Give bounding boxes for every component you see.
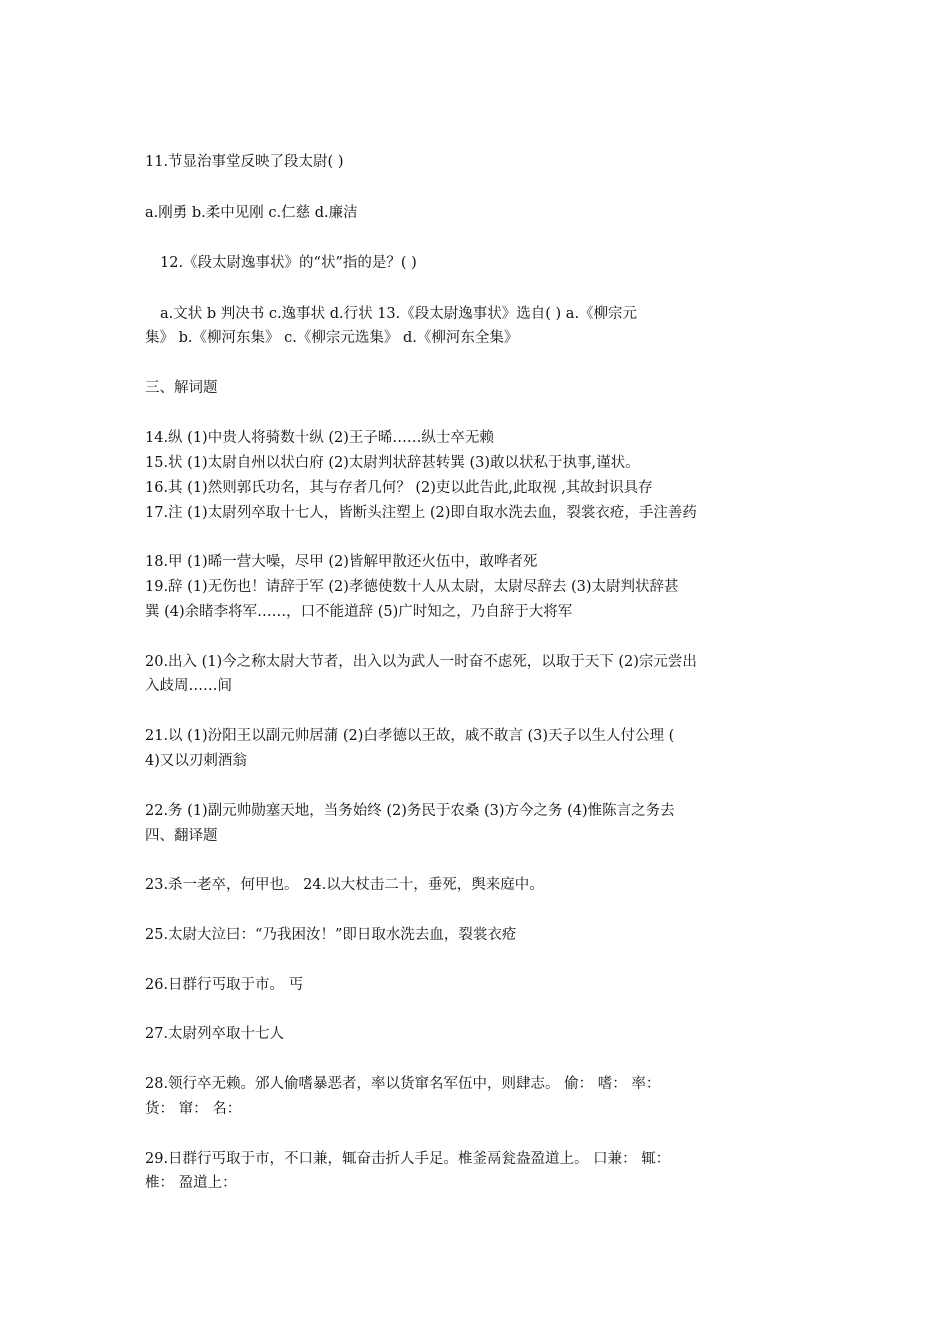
question-21-line-2: 4)又以刃刺酒翁 xyxy=(145,753,247,769)
question-23-24: 23.杀一老卒，何甲也。 24.以大杖击二十，垂死，舆来庭中。 xyxy=(145,877,544,893)
question-22: 22.务 (1)副元帅勋塞天地，当务始终 (2)务民于农桑 (3)方今之务 (4)惟陈言之务去 xyxy=(145,803,675,819)
question-25: 25.太尉大泣曰：“乃我困汝！”即日取水洗去血，裂裳衣疮 xyxy=(145,927,517,943)
question-20-line-1: 20.出入 (1)今之称太尉大节者，出入以为武人一时奋不虑死，以取于天下 (2)宗元尝出 xyxy=(145,654,697,670)
question-11: 11.节显治事堂反映了段太尉( ) xyxy=(145,154,344,170)
question-19-line-1: 19.辞 (1)无伤也！请辞于军 (2)孝德使数十人从太尉，太尉尽辞去 (3)太尉判状辞甚 xyxy=(145,579,679,595)
question-15: 15.状 (1)太尉自州以状白府 (2)太尉判状辞甚转巽 (3)敢以状私于执事,谨状。 xyxy=(145,455,640,471)
question-18: 18.甲 (1)晞一营大噪，尽甲 (2)皆解甲散还火伍中，敢哗者死 xyxy=(145,554,538,570)
section-heading-4: 四、翻译题 xyxy=(145,828,218,844)
question-13-options: 集》 b.《柳河东集》 c.《柳宗元选集》 d.《柳河东全集》 xyxy=(145,330,519,346)
question-20-line-2: 入歧周……间 xyxy=(145,678,232,694)
question-28-line-2: 货： 窜： 名： xyxy=(145,1101,242,1117)
question-28-line-1: 28.领行卒无赖。邠人偷嗜暴恶者，率以货窜名军伍中，则肆志。 偷： 嗜： 率： xyxy=(145,1076,661,1092)
question-12: 12.《段太尉逸事状》的“状”指的是？( ) xyxy=(160,255,417,271)
section-heading-3: 三、解词题 xyxy=(145,380,218,396)
question-14: 14.纵 (1)中贵人将骑数十纵 (2)王子晞……纵士卒无赖 xyxy=(145,430,494,446)
question-29-line-1: 29.日群行丐取于市，不口兼，辄奋击折人手足。椎釜鬲瓮盎盈道上。 口兼： 辄： xyxy=(145,1151,671,1167)
question-21-line-1: 21.以 (1)汾阳王以副元帅居蒲 (2)白孝德以王故，戚不敢言 (3)天子以生人付公理 ( xyxy=(145,728,675,744)
question-11-options: a.刚勇 b.柔中见刚 c.仁慈 d.廉洁 xyxy=(145,205,358,221)
question-27: 27.太尉列卒取十七人 xyxy=(145,1026,285,1042)
question-29-line-2: 椎： 盈道上： xyxy=(145,1175,237,1191)
question-17: 17.注 (1)太尉列卒取十七人，皆断头注塑上 (2)即自取水洗去血，裂裳衣疮，手注善药 xyxy=(145,505,697,521)
question-26: 26.日群行丐取于市。 丐 xyxy=(145,977,304,993)
question-12-options-and-13: a.文状 b 判决书 c.逸事状 d.行状 13.《段太尉逸事状》选自( ) a.《柳宗元 xyxy=(160,306,638,322)
question-19-line-2: 巽 (4)余睹李将军……，口不能道辞 (5)广时知之，乃自辞于大将军 xyxy=(145,604,573,620)
question-16: 16.其 (1)然则郭氏功名，其与存者几何？ (2)吏以此告此,此取视 ,其故封识具存 xyxy=(145,480,653,496)
